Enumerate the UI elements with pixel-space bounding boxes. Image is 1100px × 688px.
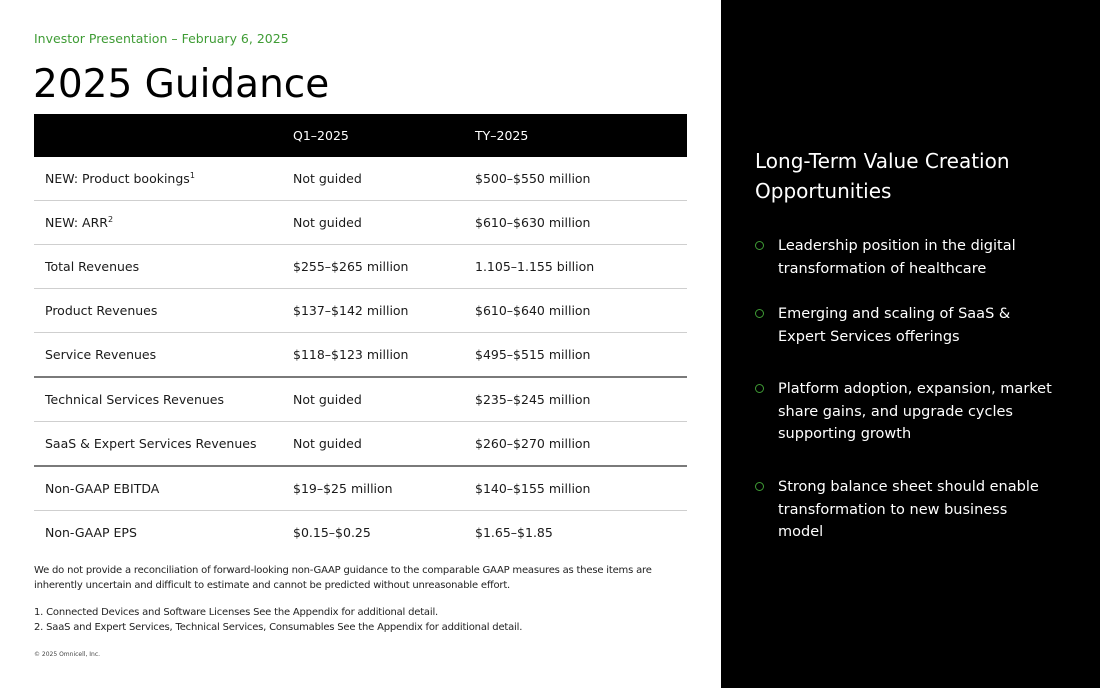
row-label-text: NEW: ARR xyxy=(45,215,108,230)
column-header-ty: TY–2025 xyxy=(464,114,687,157)
table-row xyxy=(34,466,687,511)
guidance-table xyxy=(34,114,687,554)
non-gaap-disclaimer: We do not provide a reconciliation of forward-looking non-GAAP guidance to the comparable GAAP measures as these items are inherently uncertain and difficult to estimate and cannot be predicted without unreasonable effort. xyxy=(34,565,652,591)
row-label-text: NEW: Product bookings xyxy=(45,171,190,186)
bullet-text: Leadership position in the digital transformation of healthcare xyxy=(778,238,1016,277)
ty-value: $1.65–$1.85 xyxy=(475,525,553,540)
ty-value: $610–$630 million xyxy=(464,201,687,245)
bullet-item xyxy=(755,235,1055,280)
presentation-subtitle: Investor Presentation – February 6, 2025 xyxy=(34,31,289,46)
row-label: Technical Services Revenues xyxy=(34,377,282,422)
footnote-marker: 2 xyxy=(107,214,114,224)
ty-value: $260–$270 million xyxy=(464,422,687,467)
column-header-metric xyxy=(34,114,282,157)
table-row xyxy=(34,157,687,201)
circle-outline-icon xyxy=(755,241,764,250)
page-title: 2025 Guidance xyxy=(33,62,330,107)
circle-outline-icon xyxy=(755,309,764,318)
table-row xyxy=(34,289,687,333)
row-label: SaaS & Expert Services Revenues xyxy=(34,422,282,467)
ty-value: $140–$155 million xyxy=(464,466,687,511)
row-label: Non-GAAP EBITDA xyxy=(34,466,282,511)
q1-value: Not guided xyxy=(282,157,464,201)
bullet-text: Emerging and scaling of SaaS & Expert Services offerings xyxy=(778,306,1011,345)
bullet-item xyxy=(755,378,1055,446)
q1-value: Not guided xyxy=(282,422,464,467)
ty-value: $495–$515 million xyxy=(464,333,687,378)
ty-value: $500–$550 million xyxy=(464,157,687,201)
footnote-2: 2. SaaS and Expert Services, Technical Services, Consumables See the Appendix for additional detail. xyxy=(34,622,523,633)
footnote-marker: 1 xyxy=(189,170,195,180)
table-row xyxy=(34,201,687,245)
table-row xyxy=(34,333,687,378)
value-creation-panel xyxy=(721,0,1100,688)
row-label: Non-GAAP EPS xyxy=(45,525,137,540)
table-row xyxy=(34,511,687,555)
ty-value: 1.105–1.155 billion xyxy=(464,245,687,289)
q1-value: $255–$265 million xyxy=(282,245,464,289)
q1-value: Not guided xyxy=(282,377,464,422)
table-row xyxy=(34,245,687,289)
bullet-item xyxy=(755,303,1055,348)
bullet-text: Strong balance sheet should enable transformation to new business model xyxy=(778,479,1039,540)
column-header-q1: Q1–2025 xyxy=(282,114,464,157)
circle-outline-icon xyxy=(755,384,764,393)
q1-value: $19–$25 million xyxy=(282,466,464,511)
q1-value: $137–$142 million xyxy=(282,289,464,333)
ty-value: $610–$640 million xyxy=(464,289,687,333)
table-header-row xyxy=(34,114,687,157)
q1-value: Not guided xyxy=(282,201,464,245)
table-row xyxy=(34,377,687,422)
circle-outline-icon xyxy=(755,482,764,491)
table-row xyxy=(34,422,687,467)
row-label: Product Revenues xyxy=(34,289,282,333)
copyright-notice: © 2025 Omnicell, Inc. xyxy=(34,651,101,658)
row-label xyxy=(34,157,282,201)
panel-heading: Long-Term Value Creation Opportunities xyxy=(755,149,1010,203)
row-label xyxy=(34,201,282,245)
q1-value: $0.15–$0.25 xyxy=(293,525,371,540)
row-label: Service Revenues xyxy=(34,333,282,378)
q1-value: $118–$123 million xyxy=(282,333,464,378)
ty-value: $235–$245 million xyxy=(464,377,687,422)
footnote-1: 1. Connected Devices and Software Licenses See the Appendix for additional detail. xyxy=(34,607,439,618)
bullet-text: Platform adoption, expansion, market share gains, and upgrade cycles supporting growth xyxy=(778,381,1052,442)
row-label: Total Revenues xyxy=(34,245,282,289)
bullet-item xyxy=(755,476,1055,544)
